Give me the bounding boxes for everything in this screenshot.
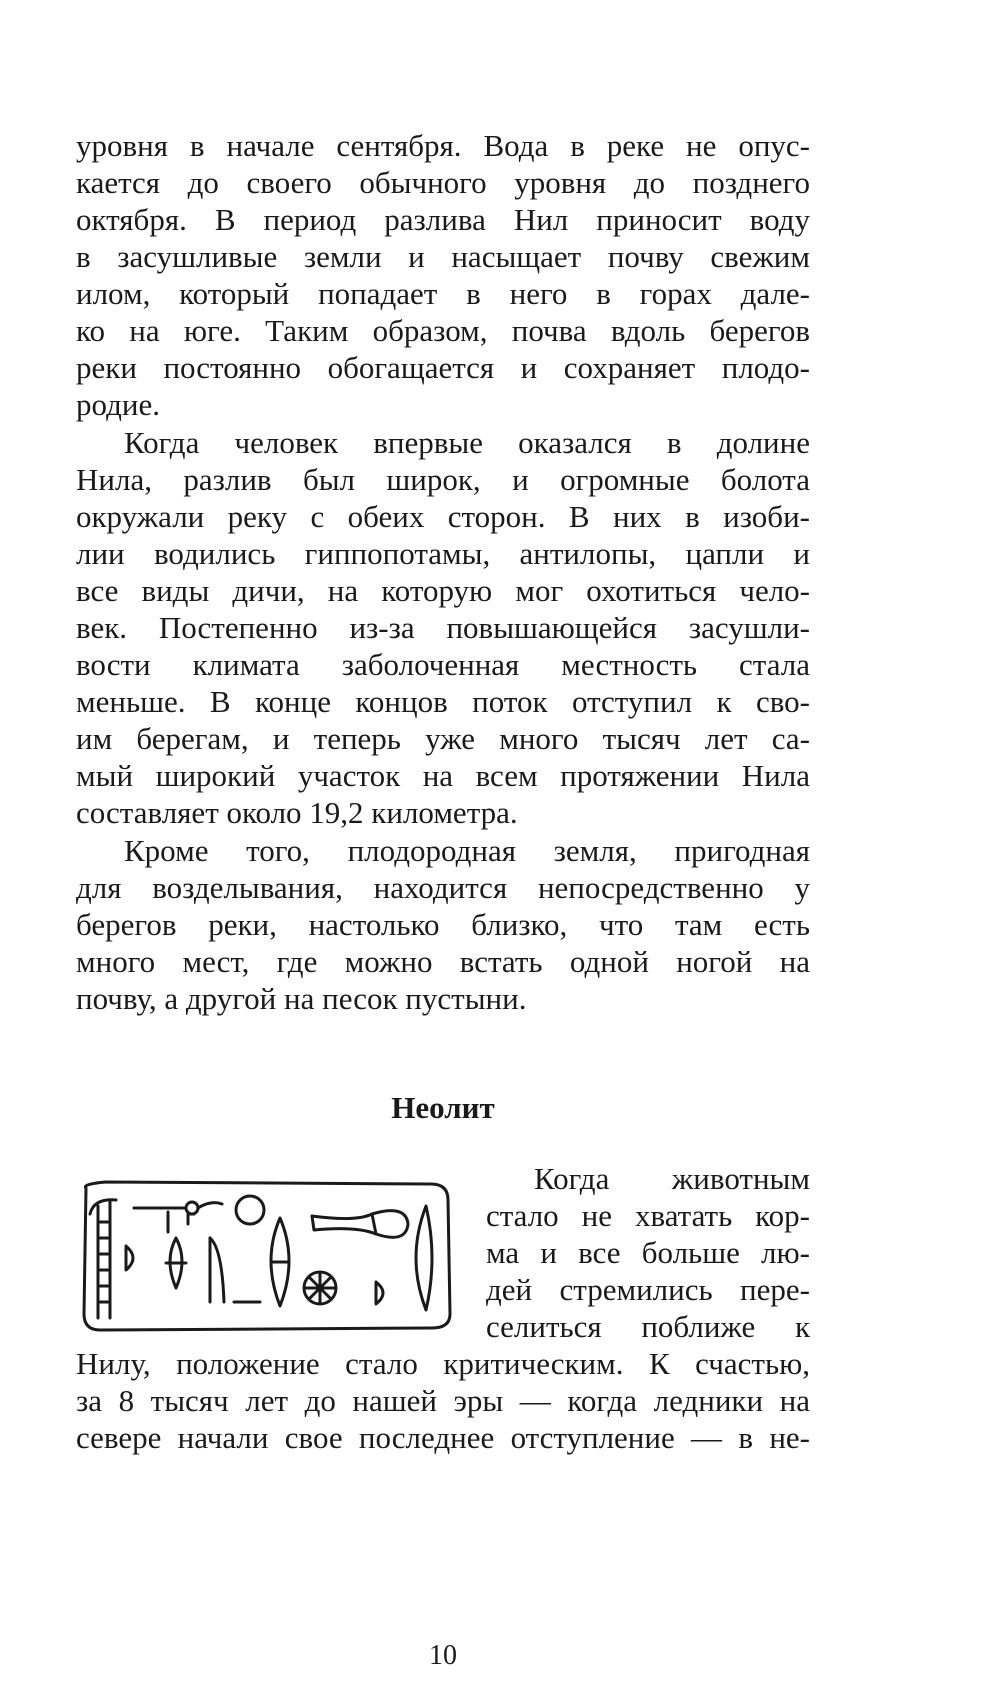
text-line: берегов реки, настолько близко, что там есть <box>76 907 810 942</box>
text-line: меньше. В конце концов поток отступил к сво- <box>76 684 810 719</box>
text-line: почву, а другой на песок пустыни. <box>76 981 527 1016</box>
text-line: вости климата заболоченная местность стала <box>76 647 810 682</box>
text-line: лии водились гиппопотамы, антилопы, цапли и <box>76 536 810 571</box>
page-number: 10 <box>429 1640 457 1671</box>
text-line: реки постоянно обогащается и сохраняет плодо- <box>76 350 810 385</box>
hieroglyph-cartouche-icon <box>76 1178 458 1336</box>
text-line: Нилу, положение стало критическим. К счастью, <box>76 1346 810 1381</box>
text-line: за 8 тысяч лет до нашей эры — когда ледники на <box>76 1383 810 1418</box>
text-line: ма и все больше лю- <box>486 1235 810 1270</box>
book-page <box>76 0 810 1697</box>
text-line: севере начали свое последнее отступление — в не- <box>76 1420 810 1455</box>
text-line: мый широкий участок на всем протяжении Нила <box>76 758 810 793</box>
text-line: октября. В период разлива Нил приносит воду <box>76 202 810 237</box>
text-line: в засушливые земли и насыщает почву свежим <box>76 239 810 274</box>
text-line: им берегам, и теперь уже много тысяч лет са- <box>76 721 810 756</box>
text-line: Кроме того, плодородная земля, пригодная <box>124 833 810 868</box>
text-line: окружали реку с обеих сторон. В них в изоби- <box>76 499 810 534</box>
text-line: Нила, разлив был широк, и огромные болота <box>76 462 810 497</box>
text-line: илом, который попадает в него в горах дале- <box>76 276 810 311</box>
text-line: Когда животным <box>534 1161 810 1196</box>
text-line: составляет около 19,2 километра. <box>76 795 518 830</box>
section-title: Неолит <box>391 1090 495 1125</box>
text-line: Когда человек впервые оказался в долине <box>124 425 810 460</box>
text-line: уровня в начале сентября. Вода в реке не опус- <box>76 128 810 163</box>
text-line: век. Постепенно из-за повышающейся засушли- <box>76 610 810 645</box>
text-line: все виды дичи, на которую мог охотиться чело- <box>76 573 810 608</box>
text-line: кается до своего обычного уровня до позднего <box>76 165 810 200</box>
text-line: дей стремились пере- <box>486 1272 810 1307</box>
text-line: для возделывания, находится непосредственно у <box>76 870 810 905</box>
text-line: много мест, где можно встать одной ногой на <box>76 944 810 979</box>
text-line: родие. <box>76 387 160 422</box>
text-line: ко на юге. Таким образом, почва вдоль берегов <box>76 313 810 348</box>
text-line: селиться поближе к <box>486 1309 810 1344</box>
text-line: стало не хватать кор- <box>486 1198 810 1233</box>
